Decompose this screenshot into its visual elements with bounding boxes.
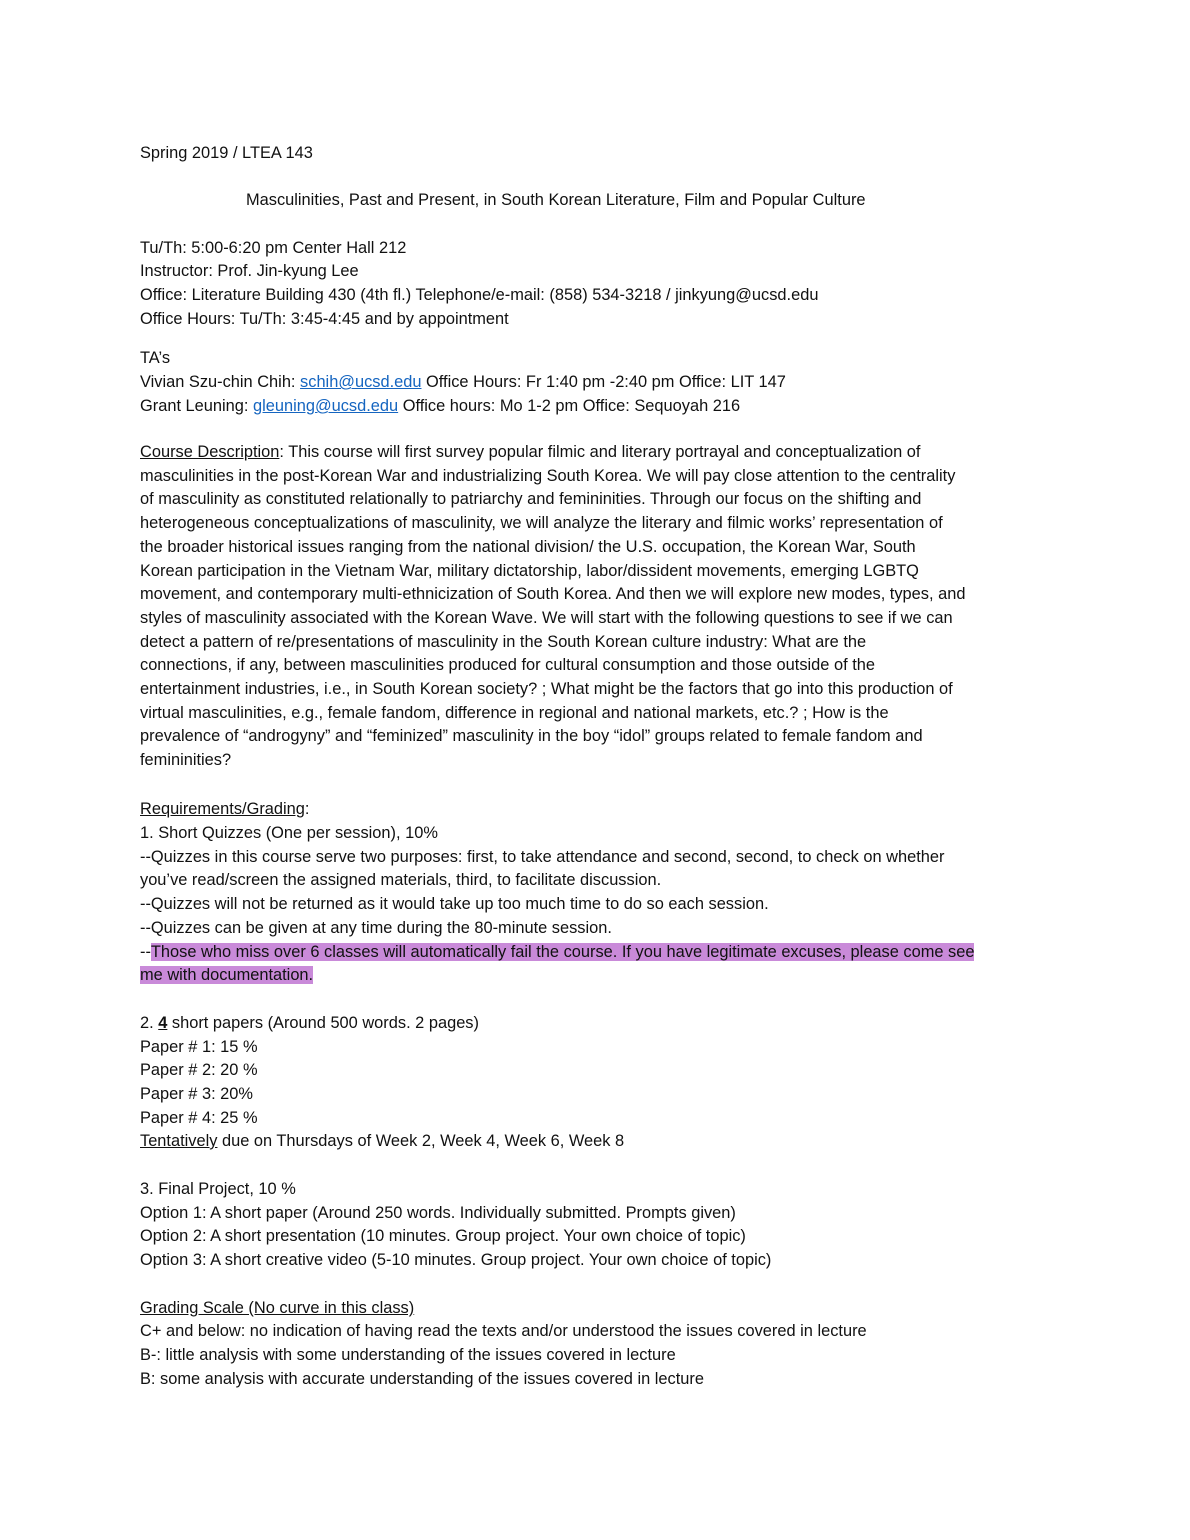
grading-scale-heading: Grading Scale (No curve in this class) <box>140 1299 415 1317</box>
office-line: Office: Literature Building 430 (4th fl.) Telephone/e-mail: (858) 534-3218 / jinkyung@ucsd.edu <box>140 286 819 304</box>
ta-row <box>140 394 740 418</box>
paper-item: Paper # 1: 15 % <box>140 1038 258 1056</box>
paper-item: Paper # 3: 20% <box>140 1085 253 1103</box>
description-line: styles of masculinity associated with the Korean Wave. We will start with the following questions to see if we can <box>140 608 953 627</box>
grading-scale-item: C+ and below: no indication of having read the texts and/or understood the issues covered in lecture <box>140 1322 867 1340</box>
description-line: Korean participation in the Vietnam War, military dictatorship, labor/dissident movements, emerging LGBTQ <box>140 561 919 580</box>
grading-scale-item: B-: little analysis with some understanding of the issues covered in lecture <box>140 1346 676 1364</box>
description-line: of masculinity as constituted relationally to patriarchy and femininities. Through our focus on the shifting and <box>140 490 922 509</box>
term-line: Spring 2019 / LTEA 143 <box>140 144 313 162</box>
ta-email-link[interactable]: schih@ucsd.edu <box>300 373 422 391</box>
ta-details: Office hours: Mo 1-2 pm Office: Sequoyah 216 <box>398 397 741 415</box>
description-label: Course Description <box>140 443 280 461</box>
description-line: Course Description: This course will first survey popular filmic and literary portrayal and conceptualization of <box>140 443 921 461</box>
description-line: detect a pattern of re/presentations of masculinity in the South Korean culture industry: What are the <box>140 632 867 651</box>
attendance-warning: --Those who miss over 6 classes will automatically fail the course. If you have legitimate excuses, please come see <box>140 943 975 961</box>
course-title: Masculinities, Past and Present, in South Korean Literature, Film and Popular Culture <box>246 191 866 209</box>
quiz-note: you’ve read/screen the assigned materials, third, to facilitate discussion. <box>140 871 662 889</box>
ta-name: Vivian Szu-chin Chih: <box>140 373 301 391</box>
quiz-note: --Quizzes can be given at any time during the 80-minute session. <box>140 919 612 937</box>
description-line: movement, and contemporary multi-ethnicization of South Korea. And then we will explore new modes, types, and <box>140 585 966 604</box>
papers-count: 4 <box>158 1014 168 1032</box>
quizzes-title: 1. Short Quizzes (One per session), 10% <box>140 824 438 842</box>
ta-name: Grant Leuning: <box>140 397 253 415</box>
ta-row <box>140 370 786 394</box>
description-line: heterogeneous conceptualizations of masculinity, we will analyze the literary and filmic works’ representation of <box>140 514 943 533</box>
office-hours-line: Office Hours: Tu/Th: 3:45-4:45 and by appointment <box>140 310 509 328</box>
description-line: virtual masculinities, e.g., female fandom, difference in regional and national markets, etc.? ; How is the <box>140 703 889 722</box>
instructor-line: Instructor: Prof. Jin-kyung Lee <box>140 262 359 280</box>
quiz-note: --Quizzes in this course serve two purposes: first, to take attendance and second, second, to check on whether <box>140 848 945 866</box>
ta-details: Office Hours: Fr 1:40 pm -2:40 pm Office: LIT 147 <box>421 373 786 391</box>
papers-due: Tentatively due on Thursdays of Week 2, Week 4, Week 6, Week 8 <box>140 1132 625 1150</box>
papers-title: 2. 4 short papers (Around 500 words. 2 pages) <box>140 1014 479 1032</box>
ta-heading: TA’s <box>140 349 171 367</box>
requirements-heading: Requirements/Grading: <box>140 800 310 818</box>
ta-email-link[interactable]: gleuning@ucsd.edu <box>253 397 399 415</box>
grading-scale-item: B: some analysis with accurate understanding of the issues covered in lecture <box>140 1370 704 1388</box>
paper-item: Paper # 2: 20 % <box>140 1061 258 1079</box>
schedule-line: Tu/Th: 5:00-6:20 pm Center Hall 212 <box>140 239 407 257</box>
quiz-note: --Quizzes will not be returned as it would take up too much time to do so each session. <box>140 895 769 913</box>
final-option: Option 3: A short creative video (5-10 minutes. Group project. Your own choice of topic) <box>140 1251 772 1269</box>
description-line: femininities? <box>140 751 232 770</box>
description-line: the broader historical issues ranging from the national division/ the U.S. occupation, the Korean War, South <box>140 537 916 556</box>
final-option: Option 1: A short paper (Around 250 words. Individually submitted. Prompts given) <box>140 1204 736 1222</box>
highlighted-text: Those who miss over 6 classes will automatically fail the course. If you have legitimate excuses, please come see <box>150 943 975 961</box>
description-line: masculinities in the post-Korean War and industrializing South Korea. We will pay close attention to the centrality <box>140 466 956 485</box>
highlighted-text: me with documentation. <box>140 966 314 984</box>
paper-item: Paper # 4: 25 % <box>140 1109 258 1127</box>
description-line: connections, if any, between masculinities produced for cultural consumption and those outside of the <box>140 656 875 675</box>
attendance-warning-cont <box>140 963 313 987</box>
description-line: entertainment industries, i.e., in South Korean society? ; What might be the factors that go into this production of <box>140 680 953 699</box>
final-project-title: 3. Final Project, 10 % <box>140 1180 296 1198</box>
course-description <box>140 441 1055 773</box>
final-option: Option 2: A short presentation (10 minutes. Group project. Your own choice of topic) <box>140 1227 746 1245</box>
description-line: prevalence of “androgyny” and “feminized” masculinity in the boy “idol” groups related to female fandom and <box>140 727 923 746</box>
